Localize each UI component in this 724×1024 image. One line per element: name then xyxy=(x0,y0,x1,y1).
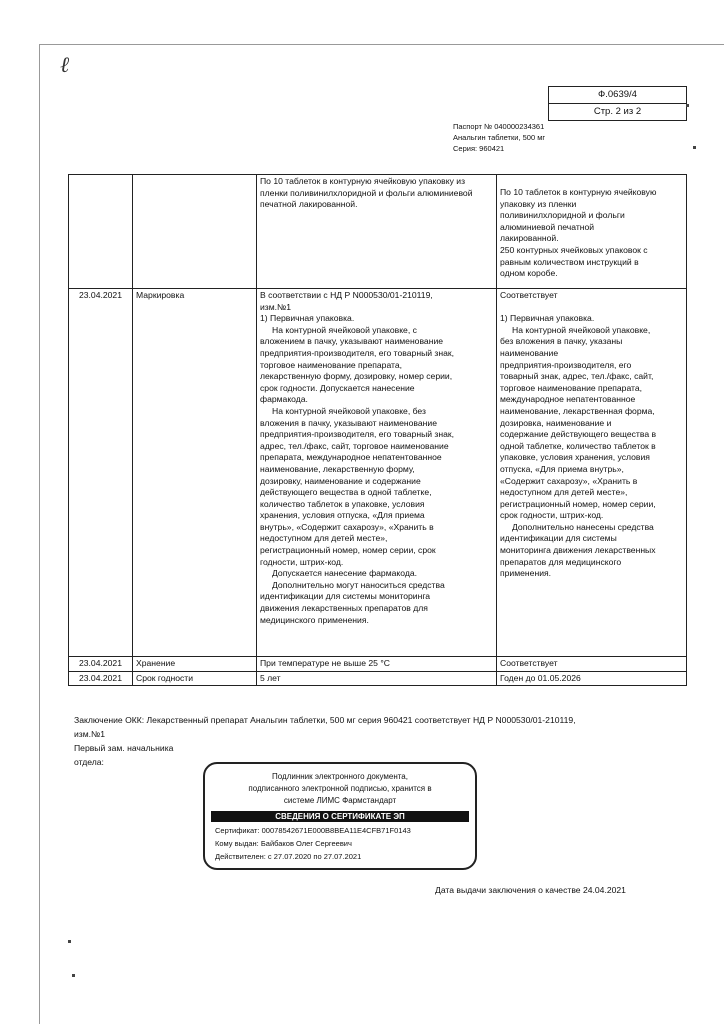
product-name: Анальгин таблетки, 500 мг xyxy=(453,133,546,142)
res-line: Дополнительно нанесены средства xyxy=(512,521,654,532)
stamp-certificate: Сертификат: 00078542671E000B8BEA11E4CFB71F0143 xyxy=(215,826,411,835)
requirement-cell: При температуре не выше 25 °C xyxy=(257,657,497,672)
res-line: предприятия-производителя, его xyxy=(500,359,632,370)
result-cell xyxy=(497,175,687,289)
date-cell xyxy=(69,175,133,289)
series-number: Серия: 960421 xyxy=(453,144,505,153)
req-line: хранения, условия отпуска, «Для приема xyxy=(260,510,425,521)
req-line: медицинского применения. xyxy=(260,614,369,625)
result-line: 250 контурных ячейковых упаковок с xyxy=(500,244,648,255)
result-line: одном коробе. xyxy=(500,268,558,279)
result-line: упаковку из пленки xyxy=(500,198,577,209)
handwritten-mark: ℓ xyxy=(60,53,70,78)
res-line: торговое наименование препарата, xyxy=(500,382,643,393)
req-line: адрес, тел./факс, сайт, торговое наименование xyxy=(260,440,449,451)
res-line: идентификации для системы xyxy=(500,533,617,544)
stamp-line: подписанного электронной подписью, хранится в xyxy=(248,784,432,793)
requirement-cell: 5 лет xyxy=(257,671,497,686)
req-line: торговое наименование препарата, xyxy=(260,359,403,370)
res-line: упаковке, условия хранения, условия xyxy=(500,452,650,463)
req-line: предприятия-производителя, его товарный знак, xyxy=(260,429,455,440)
res-line xyxy=(500,302,683,314)
req-line: движения лекарственных препаратов для xyxy=(260,603,428,614)
scan-dot xyxy=(693,146,696,149)
res-line: одной таблетке, количество таблеток в xyxy=(500,440,656,451)
req-line: 1) Первичная упаковка. xyxy=(260,313,355,324)
result-line: поливинилхлоридной и фольги xyxy=(500,210,625,221)
res-line: наименование xyxy=(500,347,559,358)
stamp-cert-header: СВЕДЕНИЯ О СЕРТИФИКАТЕ ЭП xyxy=(211,811,469,822)
res-line: мониторинга движения лекарственных xyxy=(500,545,656,556)
stamp-line: системе ЛИМС Фармстандарт xyxy=(283,796,397,805)
res-line: дозировка, наименование и xyxy=(500,417,612,428)
requirement-cell xyxy=(257,175,497,289)
res-line: отпуска, «Для приема внутрь», xyxy=(500,463,624,474)
requirement-text: По 10 таблеток в контурную ячейковую упаковку из пленки поливинилхлоридной и фольги алюминиевой печатной лакированной. xyxy=(260,176,473,210)
req-line: идентификации для системы мониторинга xyxy=(260,591,431,602)
result-cell: Годен до 01.05.2026 xyxy=(497,671,687,686)
res-line: без вложения в пачку, указаны xyxy=(500,336,623,347)
param-cell: Хранение xyxy=(133,657,257,672)
result-cell xyxy=(497,289,687,657)
res-line: регистрационный номер, номер серии, xyxy=(500,498,656,509)
res-line: содержание действующего вещества в xyxy=(500,429,657,440)
conclusion-line: отдела: xyxy=(74,757,104,767)
req-line: срок годности. Допускается нанесение xyxy=(260,382,415,393)
page-border-top xyxy=(40,44,724,45)
req-line: вложением в пачку, указывают наименование xyxy=(260,336,444,347)
date-cell: 23.04.2021 xyxy=(69,289,133,657)
res-line: применения. xyxy=(500,568,552,579)
stamp-valid: Действителен: с 27.07.2020 по 27.07.2021 xyxy=(215,852,362,861)
table-row xyxy=(69,657,687,672)
req-line: недоступном для детей месте», xyxy=(260,533,388,544)
result-cell: Соответствует xyxy=(497,657,687,672)
req-line: фармакода. xyxy=(260,394,308,405)
req-line: лекарственную форму, дозировку, номер серии, xyxy=(260,371,453,382)
table-row xyxy=(69,671,687,686)
page-number: Стр. 2 из 2 xyxy=(549,103,686,120)
stamp-line: Подлинник электронного документа, xyxy=(272,772,408,781)
form-number-box xyxy=(548,86,687,121)
req-line: препарата, международное непатентованное xyxy=(260,452,442,463)
result-line: алюминиевой печатной xyxy=(500,221,595,232)
req-line: дозировку, наименование и содержание xyxy=(260,475,421,486)
res-line: международное непатентованное xyxy=(500,394,636,405)
req-line: количество таблеток в упаковке, условия xyxy=(260,498,425,509)
issue-date: Дата выдачи заключения о качестве 24.04.2021 xyxy=(435,885,626,895)
req-line: регистрационный номер, номер серии, срок xyxy=(260,545,436,556)
res-line: срок годности, штрих-код. xyxy=(500,510,604,521)
passport-info xyxy=(453,121,545,154)
quality-table xyxy=(68,174,687,686)
res-line: товарный знак, адрес, тел./факс, сайт, xyxy=(500,371,654,382)
conclusion-line: изм.№1 xyxy=(74,729,106,739)
param-cell: Срок годности xyxy=(133,671,257,686)
req-line: вложения в пачку, указывают наименование xyxy=(260,417,438,428)
date-cell: 23.04.2021 xyxy=(69,657,133,672)
passport-number: Паспорт № 040000234361 xyxy=(453,122,545,131)
conclusion-line: Заключение ОКК: Лекарственный препарат Анальгин таблетки, 500 мг серия 960421 соответствует НД Р N000530/01-210119, xyxy=(74,715,576,725)
req-line: В соответствии с НД Р N000530/01-210119, xyxy=(260,290,433,300)
req-line: действующего вещества в одной таблетке, xyxy=(260,487,432,498)
scan-dot xyxy=(68,940,71,943)
res-line: На контурной ячейковой упаковке, xyxy=(512,324,651,335)
req-line: внутрь», «Содержит сахарозу», «Хранить в xyxy=(260,521,434,532)
result-line: лакированной. xyxy=(500,233,559,244)
conclusion-block xyxy=(74,713,674,769)
res-line: Соответствует xyxy=(500,290,558,300)
req-line: Дополнительно могут наноситься средства xyxy=(272,579,445,590)
res-line: «Содержит сахарозу», «Хранить в xyxy=(500,475,638,486)
result-line: равным количеством инструкций в xyxy=(500,256,639,267)
e-signature-stamp xyxy=(203,762,477,870)
res-line: наименование, лекарственная форма, xyxy=(500,405,655,416)
result-line: По 10 таблеток в контурную ячейковую xyxy=(500,187,657,197)
req-line: изм.№1 xyxy=(260,301,292,312)
conclusion-line: Первый зам. начальника xyxy=(74,743,174,753)
param-cell xyxy=(133,175,257,289)
scan-dot xyxy=(686,104,689,107)
req-line: наименование, лекарственную форму, xyxy=(260,463,415,474)
req-line: предприятия-производителя, его товарный знак, xyxy=(260,347,455,358)
date-cell: 23.04.2021 xyxy=(69,671,133,686)
param-cell: Маркировка xyxy=(133,289,257,657)
form-number: Ф.0639/4 xyxy=(598,89,637,100)
res-line: недоступном для детей месте», xyxy=(500,487,628,498)
res-line: 1) Первичная упаковка. xyxy=(500,313,595,324)
requirement-cell xyxy=(257,289,497,657)
res-line: препаратов для медицинского xyxy=(500,556,622,567)
table-row xyxy=(69,175,687,289)
stamp-issued-to: Кому выдан: Байбаков Олег Сергеевич xyxy=(215,839,352,848)
req-line: годности, штрих-код. xyxy=(260,556,344,567)
page-border-left xyxy=(39,44,40,1024)
req-line: Допускается нанесение фармакода. xyxy=(272,568,418,579)
table-row xyxy=(69,289,687,657)
req-line: На контурной ячейковой упаковке, с xyxy=(272,324,417,335)
req-line: На контурной ячейковой упаковке, без xyxy=(272,405,426,416)
scan-dot xyxy=(72,974,75,977)
